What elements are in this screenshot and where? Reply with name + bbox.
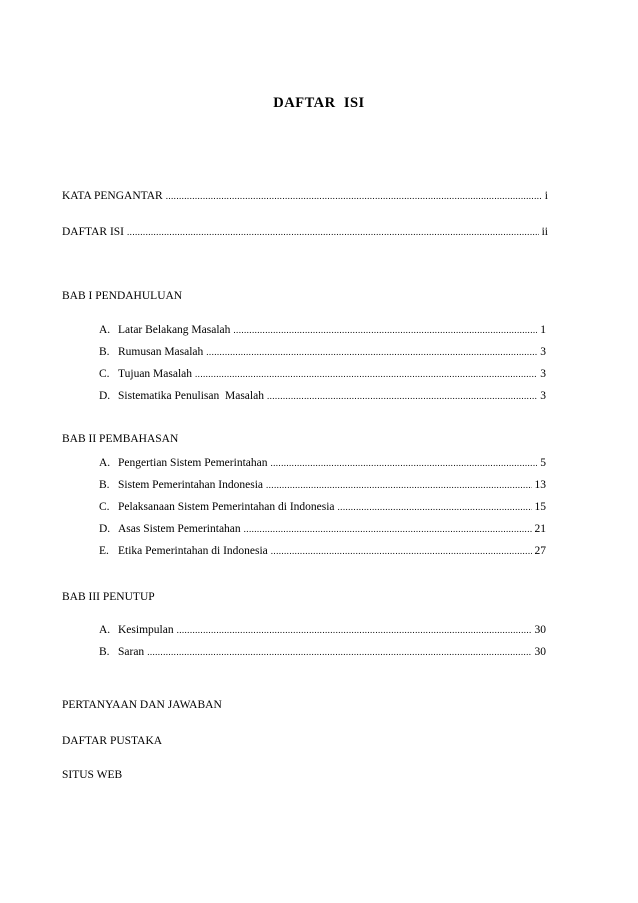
dot-leader [267, 388, 537, 404]
dot-leader [338, 499, 532, 515]
toc-entry-label: Tujuan Masalah [118, 368, 193, 380]
toc-page-number: i [544, 190, 548, 202]
dot-leader [270, 455, 537, 471]
item-marker: B. [99, 479, 110, 491]
toc-entry-label: Kesimpulan [118, 624, 174, 636]
toc-entry[interactable] [99, 622, 546, 638]
item-marker: A. [99, 457, 111, 469]
item-marker: C. [99, 501, 110, 513]
item-marker: B. [99, 646, 110, 658]
toc-entry-label: Pelaksanaan Sistem Pemerintahan di Indonesia [118, 501, 335, 513]
toc-entry[interactable] [99, 322, 546, 338]
dot-leader [166, 188, 542, 204]
toc-entry[interactable] [99, 388, 546, 404]
toc-page-number: 30 [534, 646, 546, 658]
toc-entry[interactable] [99, 644, 546, 660]
dot-leader [271, 543, 532, 559]
toc-page-number: 3 [540, 368, 546, 380]
chapter-heading-bab-3[interactable]: BAB III PENUTUP [62, 591, 155, 603]
toc-entry[interactable] [99, 499, 546, 515]
item-marker: A. [99, 324, 111, 336]
item-marker: C. [99, 368, 110, 380]
toc-page-number: 3 [540, 390, 546, 402]
item-marker: A. [99, 624, 111, 636]
dot-leader [195, 366, 537, 382]
toc-entry-daftar-isi[interactable] [62, 224, 548, 240]
dot-leader [127, 224, 539, 240]
dot-leader [147, 644, 531, 660]
back-matter-pertanyaan-dan-jawaban[interactable]: PERTANYAAN DAN JAWABAN [62, 699, 222, 711]
toc-entry-label: Pengertian Sistem Pemerintahan [118, 457, 268, 469]
toc-entry-label: Latar Belakang Masalah [118, 324, 231, 336]
chapter-heading-bab-2[interactable]: BAB II PEMBAHASAN [62, 433, 179, 445]
item-marker: D. [99, 523, 111, 535]
chapter-heading-bab-1[interactable]: BAB I PENDAHULUAN [62, 290, 183, 302]
toc-entry[interactable] [99, 366, 546, 382]
dot-leader [244, 521, 532, 537]
toc-page-number: 3 [540, 346, 546, 358]
toc-entry-label: Saran [118, 646, 145, 658]
toc-entry-label: DAFTAR ISI [62, 226, 125, 238]
dot-leader [233, 322, 537, 338]
toc-entry[interactable] [99, 477, 546, 493]
toc-entry[interactable] [99, 344, 546, 360]
toc-entry-label: Etika Pemerintahan di Indonesia [118, 545, 268, 557]
toc-entry[interactable] [99, 543, 546, 559]
toc-entry-label: KATA PENGANTAR [62, 190, 163, 202]
toc-page-number: 30 [534, 624, 546, 636]
dot-leader [266, 477, 532, 493]
toc-page-number: 21 [534, 523, 546, 535]
dot-leader [177, 622, 532, 638]
back-matter-situs-web[interactable]: SITUS WEB [62, 769, 123, 781]
toc-entry[interactable] [99, 455, 546, 471]
toc-entry-label: Asas Sistem Pemerintahan [118, 523, 241, 535]
toc-entry-label: Rumusan Masalah [118, 346, 204, 358]
toc-page-number: 13 [534, 479, 546, 491]
toc-page-number: ii [541, 226, 548, 238]
toc-entry[interactable] [99, 521, 546, 537]
toc-entry-label: Sistematika Penulisan Masalah [118, 390, 264, 402]
page-title: DAFTAR ISI [273, 95, 365, 111]
item-marker: B. [99, 346, 110, 358]
toc-page-number: 1 [540, 324, 546, 336]
item-marker: E. [99, 545, 109, 557]
dot-leader [206, 344, 537, 360]
toc-page-number: 15 [534, 501, 546, 513]
toc-entry-label: Sistem Pemerintahan Indonesia [118, 479, 263, 491]
toc-entry-kata-pengantar[interactable] [62, 188, 548, 204]
toc-page-number: 5 [540, 457, 546, 469]
back-matter-daftar-pustaka[interactable]: DAFTAR PUSTAKA [62, 735, 163, 747]
toc-page-number: 27 [534, 545, 546, 557]
item-marker: D. [99, 390, 111, 402]
